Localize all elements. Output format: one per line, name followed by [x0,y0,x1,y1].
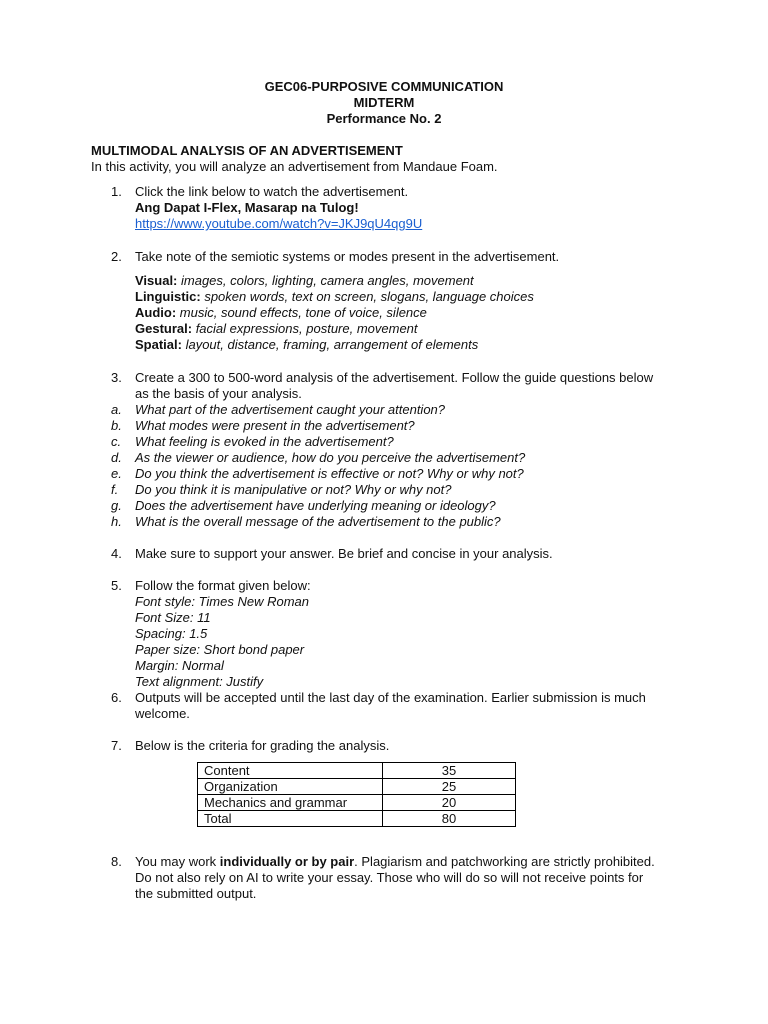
exam-title: MIDTERM [353,95,415,110]
format-margin: Margin: Normal [135,658,224,673]
format-alignment: Text alignment: Justify [135,674,264,689]
mode-spatial [135,337,695,353]
criterion-name: Mechanics and grammar [198,795,383,811]
criterion-points: 35 [383,763,516,779]
mode-desc: images, colors, lighting, camera angles, movement [177,273,474,288]
section-intro: In this activity, you will analyze an advertisement from Mandaue Foam. [91,159,498,174]
question-text: Do you think the advertisement is effective or not? Why or why not? [135,466,524,481]
criterion-points: 25 [383,779,516,795]
item-6-line1: Outputs will be accepted until the last day of the examination. Earlier submission is much [135,690,646,705]
criterion-name: Total [198,811,383,827]
item-1-number: 1. [111,184,122,199]
item-5-text: Follow the format given below: [135,578,311,593]
item-2-number: 2. [111,249,122,264]
item-3-number: 3. [111,370,122,385]
item-4-number: 4. [111,546,122,561]
mode-desc: layout, distance, framing, arrangement of elements [181,337,479,352]
format-font-size: Font Size: 11 [135,610,211,625]
course-title: GEC06-PURPOSIVE COMMUNICATION [264,79,504,94]
criterion-name: Organization [198,779,383,795]
mode-visual [135,273,695,289]
question-letter: d. [111,450,122,465]
item-4-text: Make sure to support your answer. Be brief and concise in your analysis. [135,546,553,561]
mode-desc: spoken words, text on screen, slogans, language choices [200,289,534,304]
mode-gestural [135,321,695,337]
question-letter: h. [111,514,122,529]
criterion-points: 20 [383,795,516,811]
mode-label: Linguistic: [135,289,201,304]
question-text: What part of the advertisement caught your attention? [135,402,446,417]
format-paper-size: Paper size: Short bond paper [135,642,305,657]
question-text: What modes were present in the advertisement? [135,418,415,433]
item-8-line2: Do not also rely on AI to write your essay. Those who will do so will not receive points for [135,870,644,885]
format-spacing: Spacing: 1.5 [135,626,208,641]
item-3-line1: Create a 300 to 500-word analysis of the advertisement. Follow the guide questions below [135,370,654,385]
video-link[interactable]: https://www.youtube.com/watch?v=JKJ9qU4qg9U [135,216,423,231]
format-font-style: Font style: Times New Roman [135,594,309,609]
item-8-number: 8. [111,854,122,869]
item-8-line3: the submitted output. [135,886,257,901]
question-text: Do you think it is manipulative or not? Why or why not? [135,482,452,497]
mode-audio [135,305,695,321]
question-letter: b. [111,418,122,433]
item-6-number: 6. [111,690,122,705]
mode-desc: facial expressions, posture, movement [192,321,418,336]
mode-label: Visual: [135,273,178,288]
question-text: What is the overall message of the advertisement to the public? [135,514,501,529]
item-1-text: Click the link below to watch the advertisement. [135,184,409,199]
item-8-line1 [135,854,695,870]
mode-desc: music, sound effects, tone of voice, silence [176,305,427,320]
question-letter: g. [111,498,122,513]
item-8-pre: You may work [135,854,220,869]
table-row [198,811,516,827]
table-row [198,763,516,779]
mode-label: Spatial: [135,337,182,352]
question-text: Does the advertisement have underlying meaning or ideology? [135,498,496,513]
item-7-text: Below is the criteria for grading the analysis. [135,738,390,753]
question-letter: a. [111,402,122,417]
item-2-text: Take note of the semiotic systems or modes present in the advertisement. [135,249,560,264]
item-5-number: 5. [111,578,122,593]
performance-title: Performance No. 2 [326,111,442,126]
item-7-number: 7. [111,738,122,753]
grading-criteria-table [197,762,516,827]
mode-linguistic [135,289,695,305]
section-title: MULTIMODAL ANALYSIS OF AN ADVERTISEMENT [91,143,403,158]
item-6-line2: welcome. [135,706,190,721]
criterion-name: Content [198,763,383,779]
question-letter: e. [111,466,122,481]
question-letter: f. [111,482,119,497]
item-3-line2: as the basis of your analysis. [135,386,302,401]
table-row [198,795,516,811]
question-text: What feeling is evoked in the advertisement? [135,434,394,449]
item-8-bold: individually or by pair [219,854,355,869]
question-letter: c. [111,434,122,449]
mode-label: Gestural: [135,321,193,336]
criterion-points: 80 [383,811,516,827]
ad-title: Ang Dapat I-Flex, Masarap na Tulog! [135,200,359,215]
mode-label: Audio: [135,305,177,320]
question-text: As the viewer or audience, how do you perceive the advertisement? [135,450,526,465]
table-row [198,779,516,795]
item-8-post: . Plagiarism and patchworking are strictly prohibited. [354,854,655,869]
